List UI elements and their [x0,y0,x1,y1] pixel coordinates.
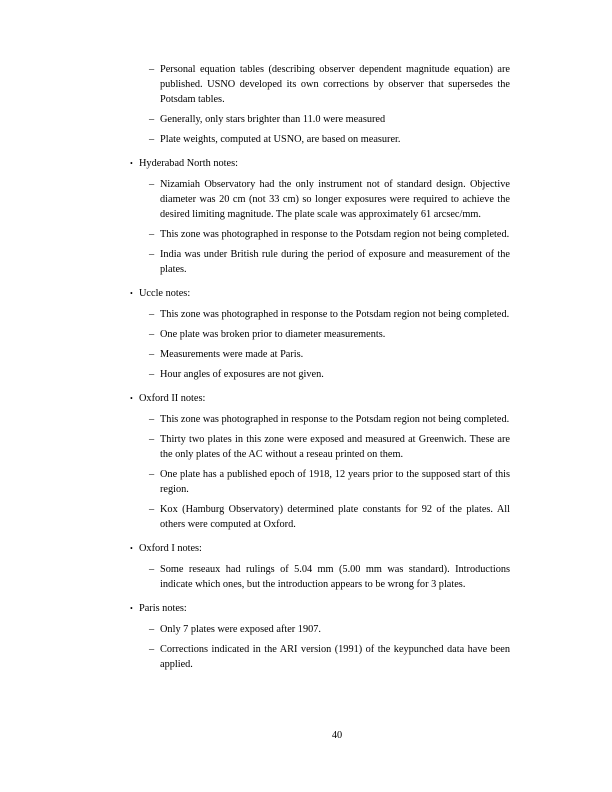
note-text: This zone was photographed in response to the Potsdam region not being completed. [160,309,510,320]
note-text: This zone was photographed in response to the Potsdam region not being completed. [160,229,510,240]
note-item [149,562,510,592]
bullet-icon: • [130,544,133,553]
note-item [149,412,510,427]
note-item [149,347,510,362]
note-text: Personal equation tables (describing observer dependent magnitude equation) are published. USNO developed its own corrections by observer that supersedes the Potsdam tables. [160,64,510,105]
dash-icon: – [149,369,155,380]
dash-icon: – [149,64,155,75]
page-number: 40 [331,730,343,741]
section-title: Paris notes: [139,603,187,614]
dash-icon: – [149,229,155,240]
note-item [149,642,510,672]
dash-icon: – [149,249,155,260]
note-text: This zone was photographed in response to the Potsdam region not being completed. [160,414,510,425]
section-title: Uccle notes: [139,288,191,299]
note-item [149,132,510,147]
note-item [149,247,510,277]
section-bullet-item [130,601,510,616]
section-bullet-item [130,391,510,406]
note-text: Nizamiah Observatory had the only instrument not of standard design. Objective diameter was 20 cm (not 33 cm) so longer exposures were required to achieve the desired limiting magnitude. The plate scale was approximately 61 arcsec/mm. [160,179,510,220]
dash-icon: – [149,114,155,125]
note-text: India was under British rule during the period of exposure and measurement of the plates. [160,249,510,275]
dash-icon: – [149,309,155,320]
note-item [149,177,510,222]
bullet-icon: • [130,604,133,613]
section-title: Oxford II notes: [139,393,206,404]
section-bullet-item [130,541,510,556]
note-text: Plate weights, computed at USNO, are based on measurer. [160,134,401,145]
dash-icon: – [149,624,155,635]
note-text: One plate has a published epoch of 1918, 12 years prior to the supposed start of this region. [160,469,510,495]
note-item [149,367,510,382]
note-item [149,227,510,242]
note-text: Corrections indicated in the ARI version (1991) of the keypunched data have been applied. [160,644,510,670]
dash-icon: – [149,434,155,445]
dash-icon: – [149,134,155,145]
section-bullet-item [130,286,510,301]
note-text: Generally, only stars brighter than 11.0 were measured [160,114,386,125]
dash-icon: – [149,564,155,575]
note-item [149,622,510,637]
note-item [149,327,510,342]
note-text: Only 7 plates were exposed after 1907. [160,624,321,635]
dash-icon: – [149,469,155,480]
dash-icon: – [149,644,155,655]
bullet-icon: • [130,394,133,403]
dash-icon: – [149,329,155,340]
dash-icon: – [149,349,155,360]
note-text: Measurements were made at Paris. [160,349,304,360]
note-item [149,307,510,322]
note-text: Hour angles of exposures are not given. [160,369,324,380]
note-text: Some reseaux had rulings of 5.04 mm (5.00 mm was standard). Introductions indicate which ones, but the introduction appears to be wrong for 3 plates. [160,564,510,590]
notes-list [130,62,510,672]
note-item [149,502,510,532]
section-bullet-item [130,156,510,171]
note-item [149,112,510,127]
note-item [149,467,510,497]
bullet-icon: • [130,159,133,168]
note-text: Thirty two plates in this zone were exposed and measured at Greenwich. These are the only plates of the AC without a reseau printed on them. [160,434,510,460]
note-item [149,432,510,462]
section-title: Hyderabad North notes: [139,158,238,169]
section-title: Oxford I notes: [139,543,202,554]
note-text: One plate was broken prior to diameter measurements. [160,329,386,340]
dash-icon: – [149,179,155,190]
dash-icon: – [149,414,155,425]
dash-icon: – [149,504,155,515]
note-text: Kox (Hamburg Observatory) determined plate constants for 92 of the plates. All others were computed at Oxford. [160,504,510,530]
note-item [149,62,510,107]
bullet-icon: • [130,289,133,298]
